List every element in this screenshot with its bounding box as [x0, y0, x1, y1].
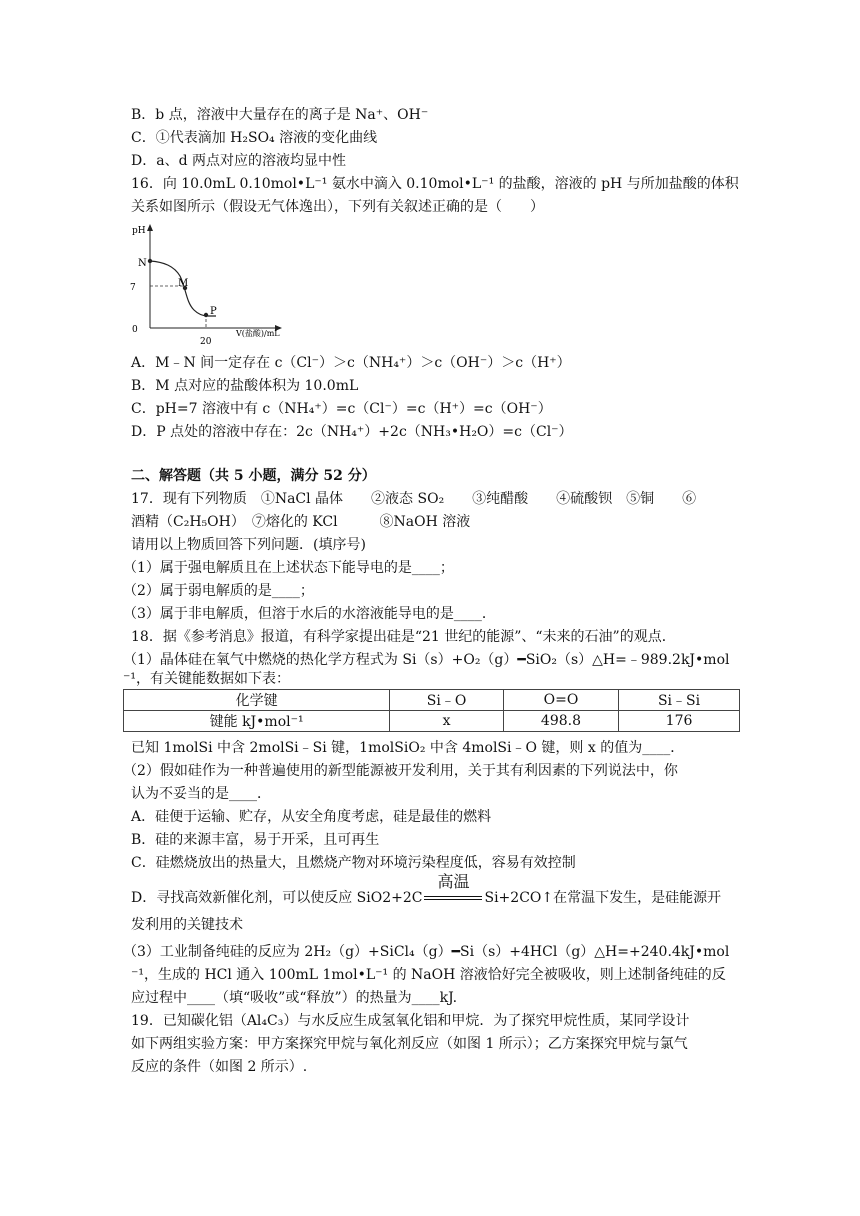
- q18-option-d-post: Si+2CO↑在常温下发生，是硅能源开: [484, 890, 722, 906]
- table-cell: 498.8: [503, 711, 618, 732]
- q18-option-d-pre: D．寻找高效新催化剂，可以使反应 SiO2+2C: [131, 890, 423, 906]
- q16-stem-line1: 16．向 10.0mL 0.10mol•L⁻¹ 氨水中滴入 0.10mol•L⁻¹ 的盐酸，溶液的 pH 与所加盐酸的体积: [131, 176, 739, 192]
- titration-curve-figure: [128, 222, 318, 350]
- table-header-cell: O=O: [503, 690, 618, 711]
- q18-line1: 18．据《参考消息》报道，有科学家提出硅是“21 世纪的能源”、“未来的石油”的观点．: [131, 629, 676, 645]
- table-header-cell: 化学键: [124, 690, 390, 711]
- tick-0: 0: [132, 325, 138, 335]
- q18-part2a: （2）假如硅作为一种普遍使用的新型能源被开发利用，关于其有利因素的下列说法中，你: [123, 763, 678, 779]
- q19-line2: 如下两组实验方案：甲方案探究甲烷与氧化剂反应（如图 1 所示）；乙方案探究甲烷与氯气: [131, 1036, 688, 1052]
- q18-part3b: ⁻¹，生成的 HCl 通入 100mL 1mol•L⁻¹ 的 NaOH 溶液恰好完全被吸收，则上述制备纯硅的反: [131, 967, 726, 983]
- q15-option-c: C．①代表滴加 H₂SO₄ 溶液的变化曲线: [131, 130, 378, 146]
- tick-20: 20: [200, 337, 212, 347]
- q19-line1: 19．已知碳化铝（Al₄C₃）与水反应生成氢氧化铝和甲烷．为了探究甲烷性质，某同学设计: [131, 1013, 690, 1029]
- q16-option-b: B．M 点对应的盐酸体积为 10.0mL: [131, 378, 359, 394]
- q18-option-a: A．硅便于运输、贮存，从安全角度考虑，硅是最佳的燃料: [131, 809, 492, 825]
- q16-option-c: C．pH=7 溶液中有 c（NH₄⁺）=c（Cl⁻）=c（H⁺）=c（OH⁻）: [131, 401, 552, 417]
- table-header-cell: Si﹣Si: [619, 690, 740, 711]
- q16-option-d: D．P 点处的溶液中存在：2c（NH₄⁺）+2c（NH₃•H₂O）=c（Cl⁻）: [131, 424, 573, 440]
- q18-option-b: B．硅的来源丰富，易于开采，且可再生: [131, 832, 380, 848]
- q15-option-b: B．b 点，溶液中大量存在的离子是 Na⁺、OH⁻: [131, 107, 429, 123]
- q18-after-table: 已知 1molSi 中含 2molSi﹣Si 键，1molSiO₂ 中含 4molSi﹣O 键，则 x 的值为____．: [131, 740, 685, 756]
- tick-7: 7: [130, 283, 136, 293]
- reaction-condition: [422, 872, 484, 906]
- q15-option-d: D．a、d 两点对应的溶液均显中性: [131, 153, 346, 169]
- q16-option-a: A．M﹣N 间一定存在 c（Cl⁻）＞c（NH₄⁺）＞c（OH⁻）＞c（H⁺）: [131, 355, 571, 371]
- point-p: [204, 313, 208, 317]
- q18-option-c: C．硅燃烧放出的热量大，且燃烧产物对环境污染程度低，容易有效控制: [131, 855, 576, 871]
- q17-line1: 17．现有下列物质 ①NaCl 晶体 ②液态 SO₂ ③纯醋酸 ④硫酸钡 ⑤铜 ⑥: [131, 491, 697, 507]
- label-p: P: [210, 306, 217, 317]
- x-axis-label: V(盐酸)/mL: [236, 329, 280, 338]
- q16-stem-line2: 关系如图所示（假设无气体逸出），下列有关叙述正确的是（ ）: [131, 199, 544, 215]
- q18-part1b: ⁻¹，有关键能数据如下表：: [123, 671, 291, 687]
- reaction-condition-label: 高温: [437, 872, 470, 891]
- label-m: M: [178, 278, 189, 289]
- section-title: 二、解答题（共 5 小题，满分 52 分）: [131, 468, 376, 484]
- table-cell: 键能 kJ•mol⁻¹: [124, 711, 390, 732]
- q18-part1a: （1）晶体硅在氧气中燃烧的热化学方程式为 Si（s）+O₂（g）━SiO₂（s）△H=﹣989.2kJ•mol: [123, 652, 730, 668]
- table-header-cell: Si﹣O: [390, 690, 504, 711]
- q17-part3: （3）属于非电解质，但溶于水后的水溶液能导电的是____．: [123, 606, 496, 622]
- q17-line2: 酒精（C₂H₅OH） ⑦熔化的 KCl ⑧NaOH 溶液: [131, 514, 471, 530]
- point-n: [148, 259, 152, 263]
- q19-line3: 反应的条件（如图 2 所示）.: [131, 1059, 308, 1075]
- q17-part2: （2）属于弱电解质的是____；: [123, 583, 314, 599]
- table-row: [124, 711, 740, 732]
- y-axis-label: pH: [132, 226, 146, 236]
- q17-part1: （1）属于强电解质且在上述状态下能导电的是____；: [123, 560, 454, 576]
- q18-option-d: [131, 872, 722, 909]
- label-n: N: [138, 258, 147, 269]
- y-axis-arrow-icon: [147, 224, 153, 231]
- q17-line3: 请用以上物质回答下列问题．(填序号): [131, 537, 366, 553]
- q18-option-d-line2: 发利用的关键技术: [131, 917, 243, 933]
- bond-energy-table: [123, 689, 740, 732]
- q18-part3c: 应过程中____（填“吸收”或“释放”）的热量为____kJ.: [131, 990, 458, 1006]
- q18-part2b: 认为不妥当的是____．: [131, 786, 271, 802]
- table-cell: x: [390, 711, 504, 732]
- table-cell: 176: [619, 711, 740, 732]
- table-header-row: [124, 690, 740, 711]
- q18-part3a: （3）工业制备纯硅的反应为 2H₂（g）+SiCl₄（g）━Si（s）+4HCl（g）△H=+240.4kJ•mol: [123, 944, 730, 960]
